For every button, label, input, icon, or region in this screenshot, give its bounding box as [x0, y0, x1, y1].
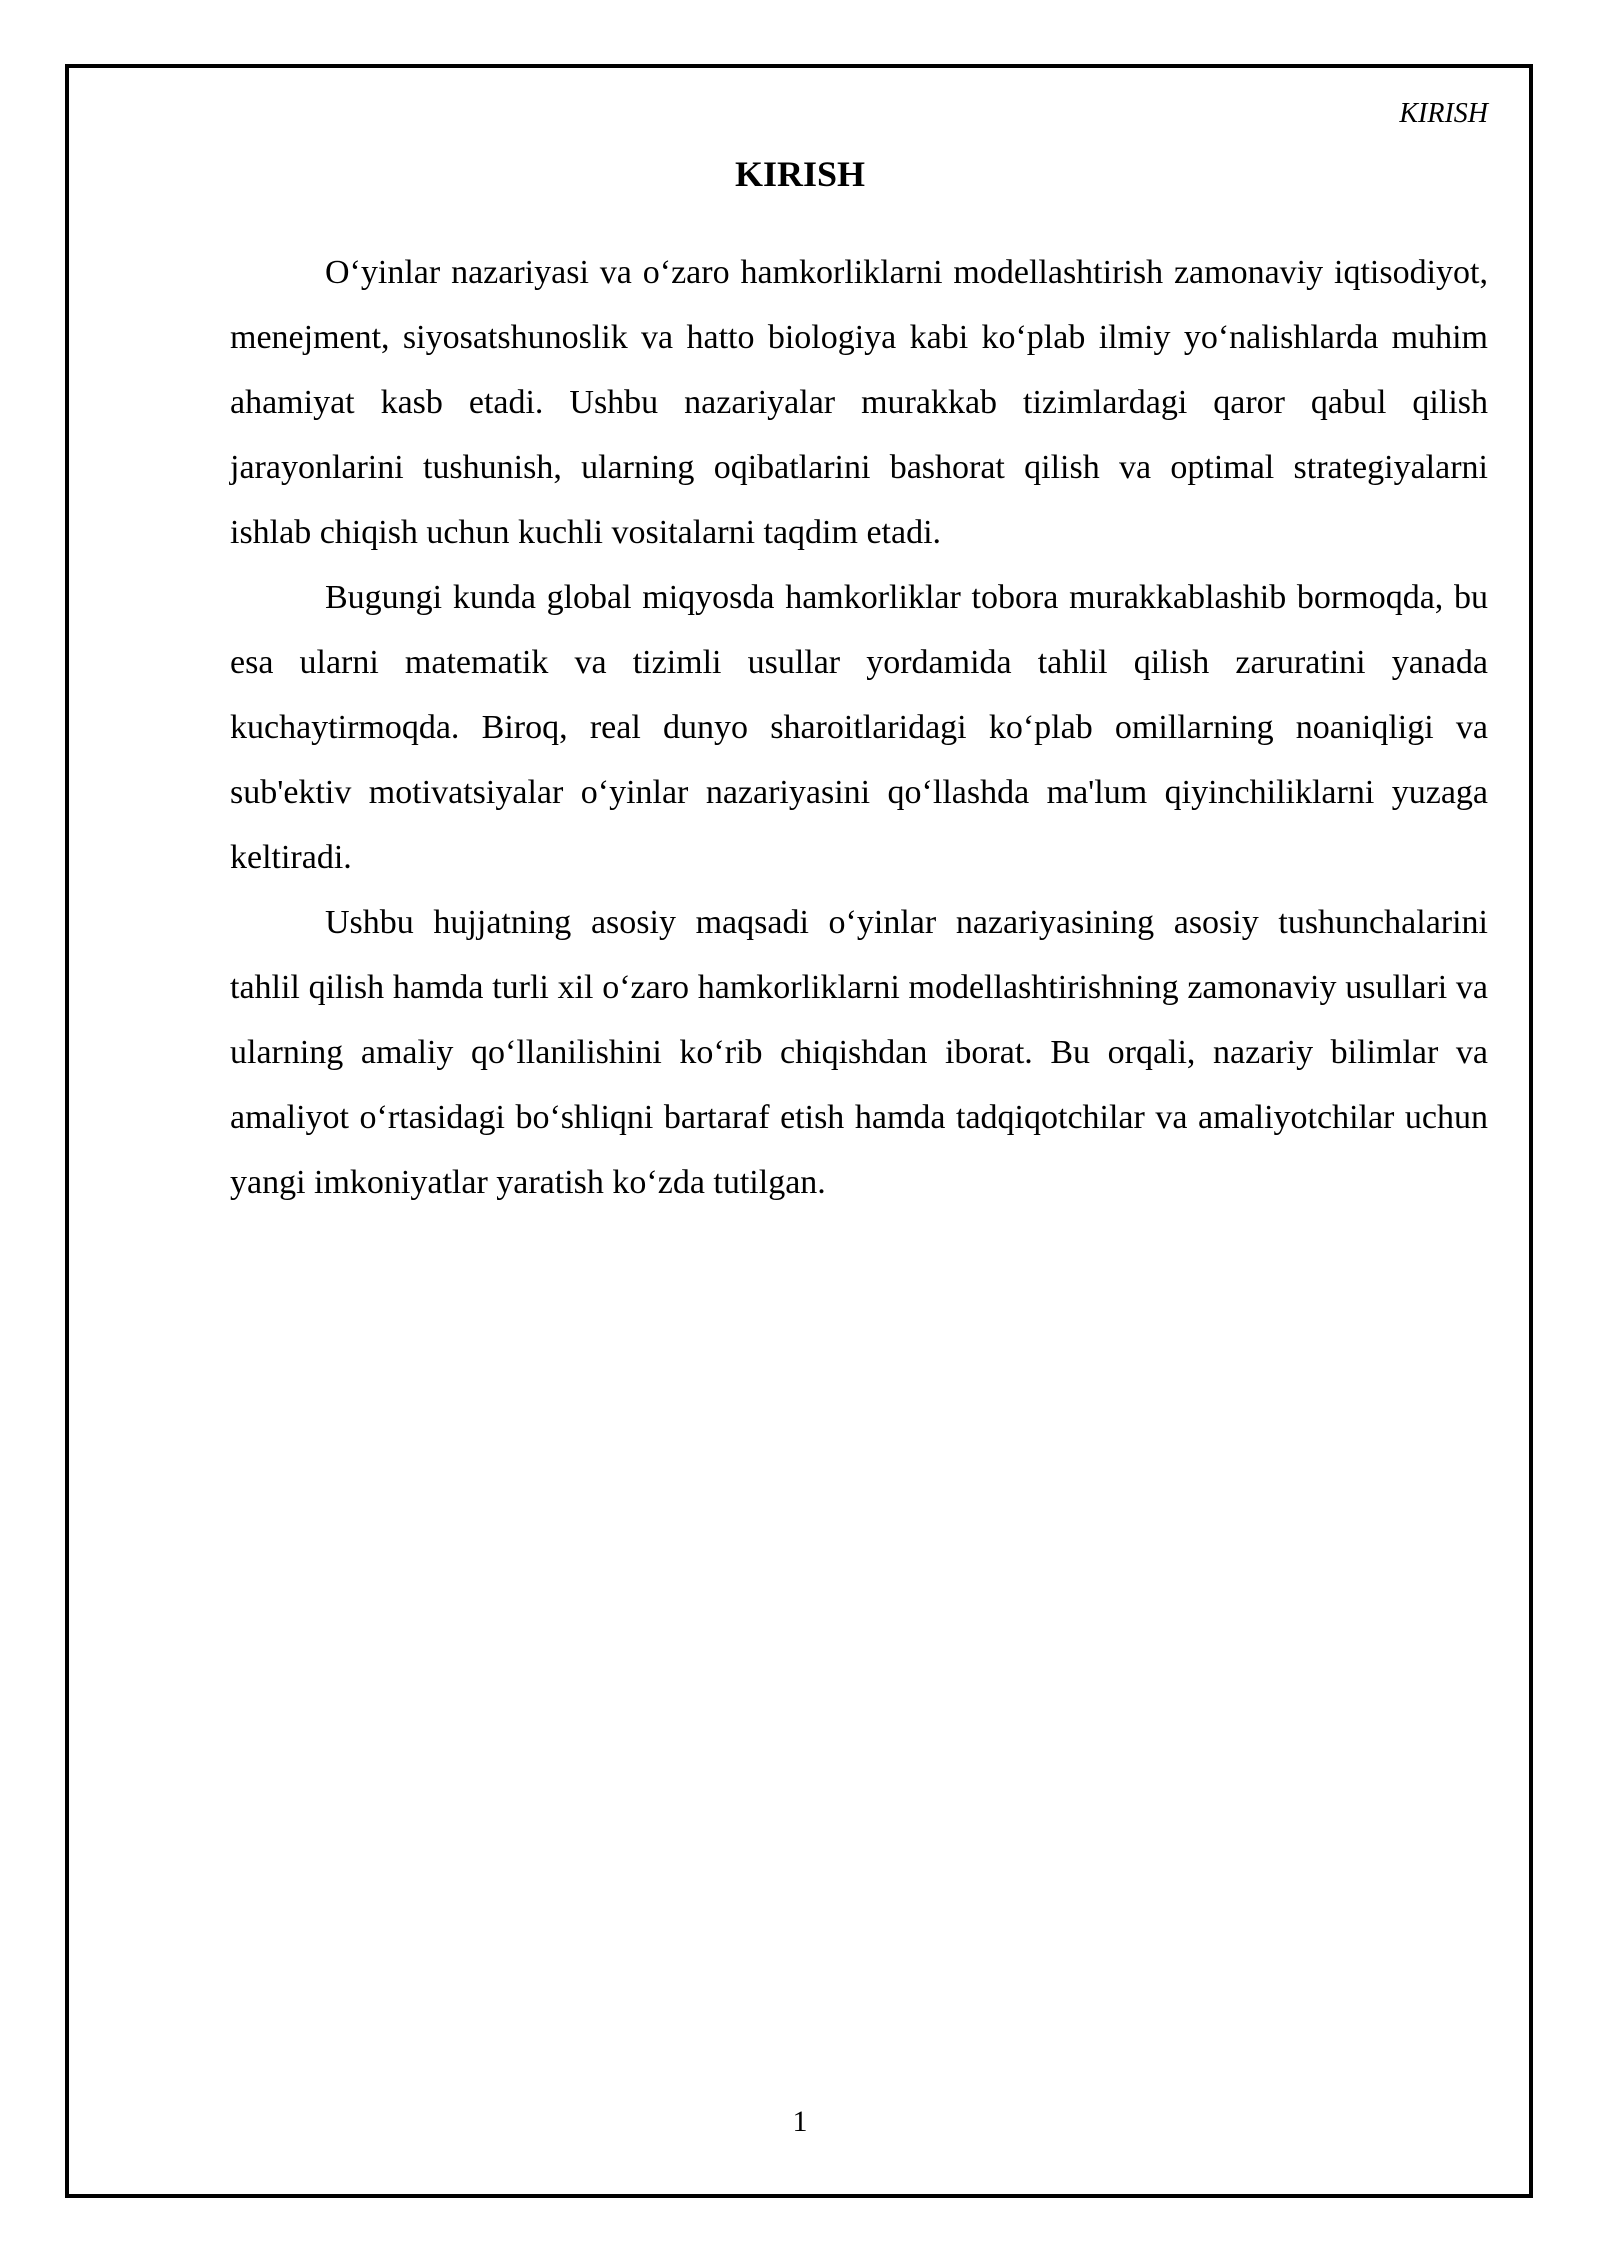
chapter-title: KIRISH [734, 154, 866, 194]
paragraph-2: Bugungi kunda global miqyosda hamkorliklar tobora murakkablashib bormoqda, bu esa ularni matematik va tizimli usullar yordamida tahlil qilish zaruratini yanada kuchaytirmoqda. Biroq, real dunyo sharoitlaridagi ko‘plab omillarning noaniqligi va sub'ektiv motivatsiyalar o‘yinlar nazariyasini qo‘llashda ma'lum qiyinchiliklarni yuzaga keltiradi. [230, 579, 1488, 876]
paragraph-3: Ushbu hujjatning asosiy maqsadi o‘yinlar nazariyasining asosiy tushunchalarini tahlil qilish hamda turli xil o‘zaro hamkorliklarni modellashtirishning zamonaviy usullari va ularning amaliy qo‘llanilishini ko‘rib chiqishdan iborat. Bu orqali, nazariy bilimlar va amaliyot o‘rtasidagi bo‘shliqni bartaraf etish hamda tadqiqotchilar va amaliyotchilar uchun yangi imkoniyatlar yaratish ko‘zda tutilgan. [230, 904, 1488, 1201]
page-number: 1 [792, 2105, 808, 2138]
paragraph-1: O‘yinlar nazariyasi va o‘zaro hamkorliklarni modellashtirish zamonaviy iqtisodiyot, menejment, siyosatshunoslik va hatto biologiya kabi ko‘plab ilmiy yo‘nalishlarda muhim ahamiyat kasb etadi. Ushbu nazariyalar murakkab tizimlardagi qaror qabul qilish jarayonlarini tushunish, ularning oqibatlarini bashorat qilish va optimal strategiyalarni ishlab chiqish uchun kuchli vositalarni taqdim etadi. [230, 254, 1488, 551]
running-header: KIRISH [1399, 98, 1488, 129]
body-text [230, 240, 1488, 1215]
